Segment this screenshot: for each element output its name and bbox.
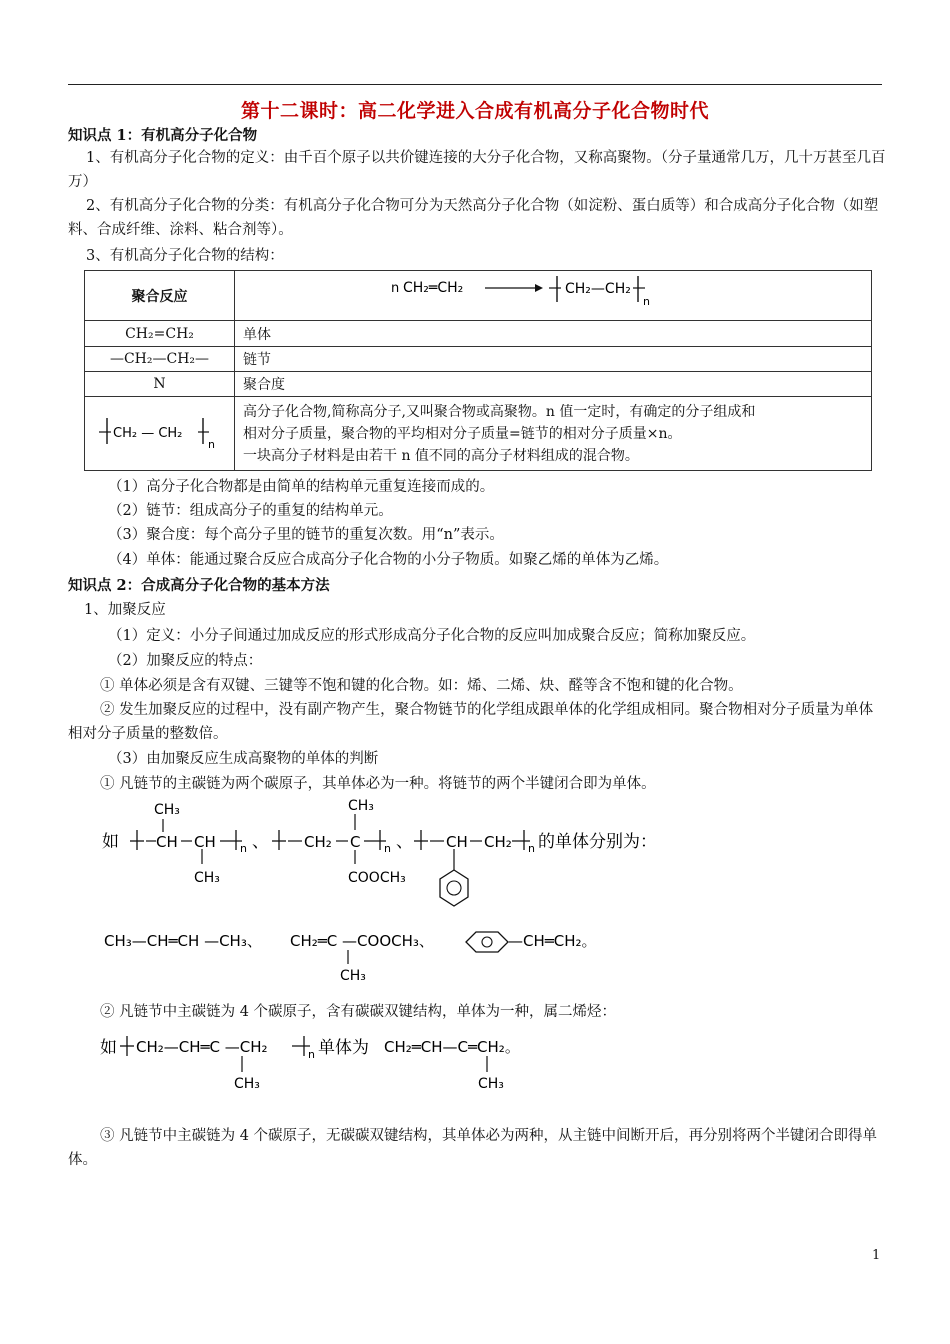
monomer-1: CH₃—CH═CH —CH₃、 [104,932,262,950]
methyl-group: CH₃ [478,1076,504,1092]
equation-subscript-n: n [643,294,650,308]
subscript-n: n [240,842,247,855]
structure-heading: 3、有机高分子化合物的结构： [86,248,284,264]
polymerization-equation-cell [235,271,872,321]
page-title: 第十二课时：高二化学进入合成有机高分子化合物时代 [240,100,709,122]
polymer-examples-figure [96,792,676,920]
section2-heading: 知识点 2：合成高分子化合物的基本方法 [68,577,330,594]
equation-polymer: CH₂—CH₂ [565,280,631,297]
monomers-figure [96,920,626,986]
classification-paragraph: 2、有机高分子化合物的分类：有机高分子化合物可分为天然高分子化合物（如淀粉、蛋白质等）和合成高分子化合物（如塑料、合成纤维、涂料、粘合剂等）。 [68,198,879,238]
feature-1: ① 单体必须是含有双键、三键等不饱和键的化合物。如：烯、二烯、炔、醛等含不饱和键的化合物。 [100,678,743,694]
subscript-n: n [308,1048,315,1061]
chain-atom: CH [446,833,468,851]
description-line: 相对分子质量，聚合物的平均相对分子质量=链节的相对分子质量×n。 [243,425,682,442]
prefix-label: 如 [102,832,119,852]
polymer-description-cell [235,397,872,471]
subscript-n: n [384,842,391,855]
table-row [85,271,872,321]
table-row [85,397,872,471]
description-line: 一块高分子材料是由若干 n 值不同的高分子材料组成的混合物。 [243,447,639,464]
note-2: （2）链节：组成高分子的重复的结构单元。 [108,503,393,519]
feature-2: ② 发生加聚反应的过程中，没有副产物产生，聚合物链节的化学组成跟单体的化学组成相同。聚合物相对分子质量为单体相对分子质量的整数倍。 [68,702,874,742]
monomer-label: 单体为 [318,1038,369,1058]
benzene-ring-icon [466,932,508,952]
prefix-label: 如 [100,1038,117,1058]
monomer-2: CH₂═C —COOCH₃、 [290,932,434,950]
section1-heading: 知识点 1：有机高分子化合物 [68,127,258,144]
diene-monomer: CH₂═CH—C═CH₂。 [384,1038,520,1056]
equation-monomer: CH₂═CH₂ [403,279,464,296]
chain-atom: CH₂ [304,833,332,851]
monomer-judgment-heading: （3）由加聚反应生成高聚物的单体的判断 [108,751,379,767]
table-cell: 聚合反应 [85,271,235,321]
arrow-head [535,284,543,292]
note-3: （3）聚合度：每个高分子里的链节的重复次数。用“n”表示。 [108,527,504,543]
monomer-3: —CH═CH₂。 [508,932,597,950]
rule-2: ② 凡链节中主碳链为 4 个碳原子，含有碳碳双键结构，单体为一种，属二烯烃： [100,1004,617,1020]
page-number: 1 [872,1248,881,1263]
separator: 、 [396,832,413,852]
benzene-ring-icon [440,870,468,906]
diene-chain: CH₂—CH═C —CH₂ [136,1038,268,1056]
polymer-formula [95,412,225,452]
subscript-n: n [528,842,535,855]
quaternary-carbon: C [350,833,361,851]
table-cell: 链节 [235,347,872,372]
note-1: （1）高分子化合物都是由简单的结构单元重复连接而成的。 [108,479,495,495]
polymer-subscript-n: n [207,437,215,451]
top-rule [68,84,882,85]
polymer-chain: CH₂ — CH₂ [112,425,182,441]
polymerization-equation [243,272,863,316]
methyl-group: CH₃ [194,870,220,886]
chain-atom: CH [194,833,216,851]
definition-line: （1）定义：小分子间通过加成反应的形式形成高分子化合物的反应叫加成聚合反应；简称加聚反应。 [108,628,756,644]
table-cell: 聚合度 [235,372,872,397]
rule-1: ① 凡链节的主碳链为两个碳原子，其单体必为一种。将链节的两个半键闭合即为单体。 [100,776,656,792]
aromatic-circle [482,937,492,947]
addition-polymerization-heading: 1、加聚反应 [84,602,166,618]
aromatic-circle [447,881,461,895]
table-cell: CH₂=CH₂ [85,321,235,347]
equation-n: n [391,280,400,296]
methyl-group: CH₃ [348,798,374,814]
rule-3: ③ 凡链节中主碳链为 4 个碳原子，无碳碳双键结构，其单体必为两种，从主链中间断开后，再分别将两个半键闭合即得单体。 [68,1128,878,1168]
diene-example-figure [96,1026,566,1100]
methyl-group: CH₃ [340,968,366,984]
suffix-label: 的单体分别为： [538,832,657,852]
table-cell: 单体 [235,321,872,347]
chain-atom: CH₂ [484,833,512,851]
note-4: （4）单体：能通过聚合反应合成高分子化合物的小分子物质。如聚乙烯的单体为乙烯。 [108,552,669,568]
table-cell: —CH₂—CH₂— [85,347,235,372]
table-row [85,372,872,397]
table-row [85,347,872,372]
chain-atom: CH [156,833,178,851]
table-cell: N [85,372,235,397]
separator: 、 [252,832,269,852]
methyl-group: CH₃ [154,802,180,818]
polymer-formula-cell [85,397,235,471]
methyl-group: CH₃ [234,1076,260,1092]
table-row [85,321,872,347]
description-line: 高分子化合物,简称高分子,又叫聚合物或高聚物。n 值一定时，有确定的分子组成和 [243,403,756,420]
definition-paragraph: 1、有机高分子化合物的定义：由千百个原子以共价键连接的大分子化合物，又称高聚物。（分子量通常几万，几十万甚至几百万） [68,150,886,190]
ester-group: COOCH₃ [348,870,406,886]
structure-table [84,270,872,471]
features-heading: （2）加聚反应的特点： [108,653,263,669]
